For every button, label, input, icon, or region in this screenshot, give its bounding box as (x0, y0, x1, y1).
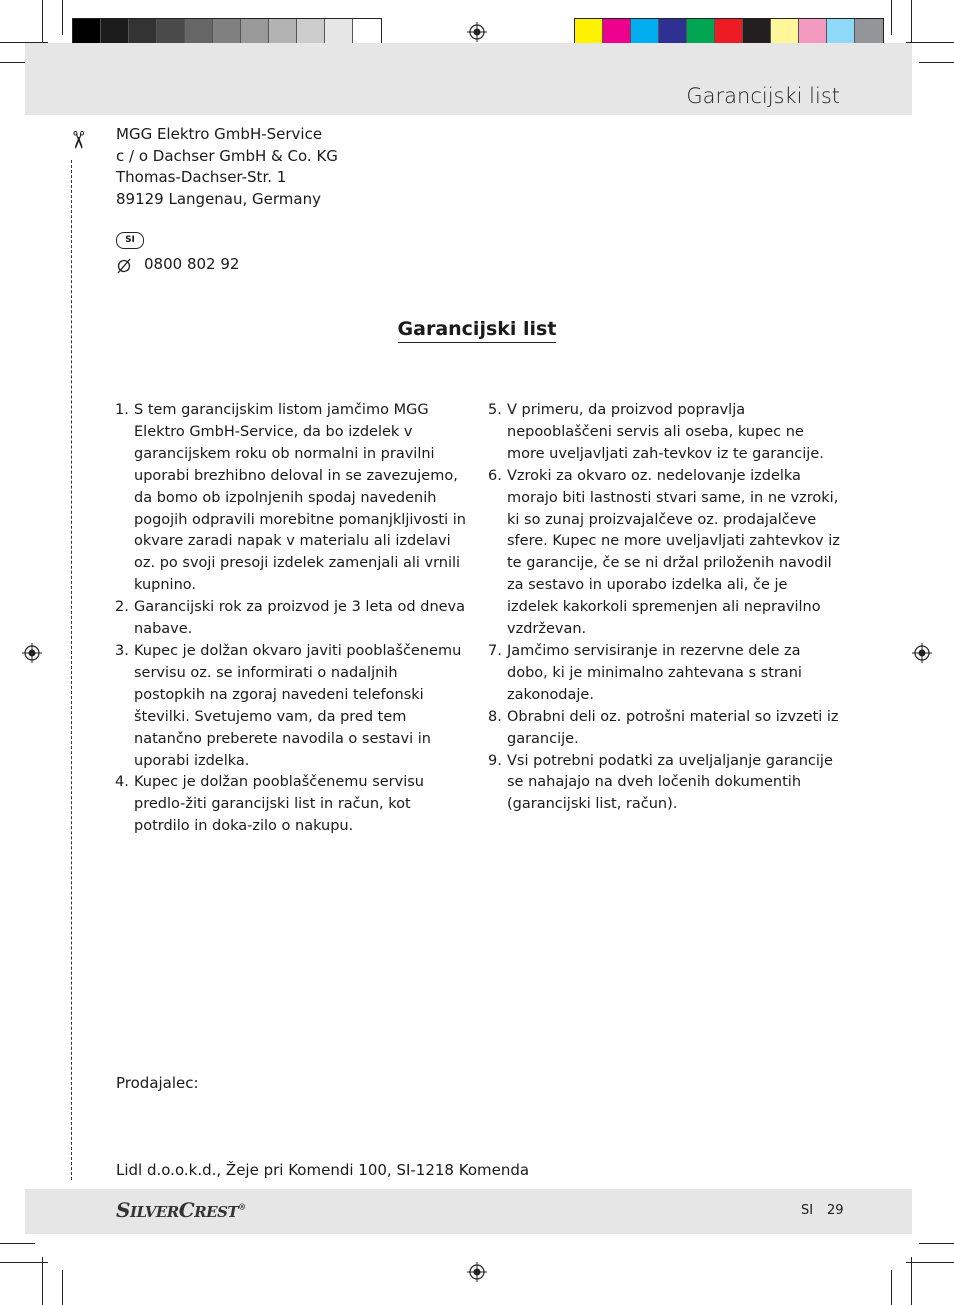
list-item-text: V primeru, da proizvod popravlja nepooblaščeni servis ali oseba, kupec ne more uveljavljati zah-tevkov iz te garancije. (507, 402, 824, 462)
crop-mark (906, 1262, 954, 1263)
list-item (488, 400, 843, 466)
registration-mark-icon (467, 22, 487, 42)
list-item-number: 4. (115, 774, 129, 791)
list-item-text: Kupec je dolžan pooblaščenemu servisu predlo-žiti garancijski list in račun, kot potrdilo in doka-zilo o nakupu. (134, 774, 424, 835)
address-line: 89129 Langenau, Germany (116, 190, 321, 209)
page-header-title: Garancijski list (686, 84, 840, 108)
crop-mark (891, 1270, 892, 1305)
phone-icon (116, 256, 132, 274)
list-item-number: 7. (488, 642, 502, 659)
seller-label: Prodajalec: (116, 1074, 199, 1092)
list-item-number: 9. (488, 752, 502, 769)
list-item (488, 707, 843, 751)
document-title (0, 318, 954, 340)
list-item (488, 641, 843, 707)
footer-language: SI (801, 1203, 814, 1218)
address-line: MGG Elektro GmbH-Service (116, 125, 323, 143)
list-item-text: Obrabni deli oz. potrošni material so izvzeti iz garancije. (507, 708, 839, 747)
list-item-text: Vsi potrebni podatki za uveljaljanje garancije se nahajajo na dveh ločenih dokumentih (garancijski list, račun). (507, 752, 833, 813)
list-item-text: S tem garancijskim listom jamčimo MGG Elektro GmbH-Service, da bo izdelek v garancijskem roku ob normalni in pravilni uporabi brezhibno deloval in se zavezujemo, da bomo ob izpolnjenih spodaj navedenih pogojih odpravili morebitne pomanjkljivosti in okvare zaradi napak v materialu ali izdelavi oz. po svoji presoji izdelek zamenjali ali vrnili kupnino. (134, 402, 466, 594)
crop-mark (911, 0, 912, 48)
terms-column-left (115, 400, 470, 838)
crop-mark (42, 1257, 43, 1305)
scissors-icon: ✂ (64, 129, 93, 151)
list-item (488, 751, 843, 817)
crop-mark (919, 62, 954, 63)
country-badge: SI (116, 232, 144, 249)
list-item-number: 5. (488, 402, 502, 418)
cut-line (71, 160, 72, 1180)
registration-mark-icon (912, 643, 932, 663)
list-item-number: 2. (115, 599, 129, 616)
crop-mark (906, 42, 954, 43)
list-item-number: 3. (115, 642, 129, 659)
list-item (115, 597, 470, 641)
distributor-address: Lidl d.o.o.k.d., Žeje pri Komendi 100, SI-1218 Komenda (116, 1161, 530, 1179)
list-item-number: 1. (115, 402, 129, 418)
list-item-number: 6. (488, 467, 502, 484)
list-item (115, 400, 470, 597)
list-item-text: Kupec je dolžan okvaro javiti pooblaščenemu servisu oz. se informirati o nadaljnih postopkih na zgoraj navedeni telefonski številki. Svetujemo vam, da pred tem natančno preberete navodila o sestavi in uporabi izdelka. (134, 642, 462, 769)
address-line: Thomas-Dachser-Str. 1 (116, 168, 287, 187)
list-item (115, 641, 470, 772)
crop-mark (911, 1257, 912, 1305)
list-item-text: Jamčimo servisiranje in rezervne dele za dobo, ki je minimalno zahtevana s strani zakonodaje. (507, 642, 802, 703)
registration-mark-icon (467, 1262, 487, 1282)
address-line: c / o Dachser GmbH & Co. KG (116, 146, 338, 165)
list-item (115, 772, 470, 838)
list-item-text: Garancijski rok za proizvod je 3 leta od dneva nabave. (134, 599, 466, 638)
crop-mark (0, 1262, 48, 1263)
crop-mark (62, 1270, 63, 1305)
document-title-text: Garancijski list (398, 318, 557, 343)
crop-mark (919, 1243, 954, 1244)
crop-mark (62, 0, 63, 35)
page-number: 29 (827, 1203, 844, 1218)
terms-column-right (488, 400, 843, 816)
list-item-text: Vzroki za okvaro oz. nedelovanje izdelka morajo biti lastnosti stvari same, in ne vzroki, ki so zunaj proizvajalčeve oz. prodajalčeve sfere. Kupec ne more uveljavljati zahtevkov iz te garancije, če se ni držal priloženih navodil za sestavo in uporabo izdelka ali, če je izdelek kakorkoli spremenjen ali nepravilno vzdrževan. (507, 467, 840, 638)
brand-logo: SILVERCREST® (116, 1198, 246, 1222)
service-address (116, 124, 338, 211)
crop-mark (0, 1243, 35, 1244)
list-item (488, 466, 843, 641)
list-item-number: 8. (488, 708, 502, 725)
crop-mark (42, 0, 43, 48)
crop-mark (891, 0, 892, 35)
phone-number: 0800 802 92 (144, 255, 240, 273)
registration-mark-icon (22, 643, 42, 663)
